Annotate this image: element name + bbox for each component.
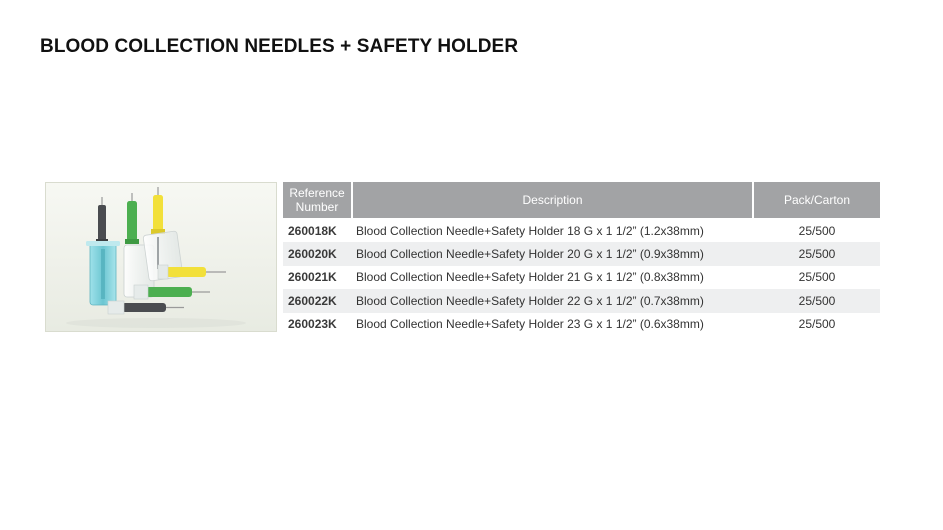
reference-number: 260022K (283, 289, 351, 312)
header-reference-number: Reference Number (283, 182, 351, 218)
product-photo (45, 182, 277, 332)
pack-carton: 25/500 (754, 313, 880, 336)
description: Blood Collection Needle+Safety Holder 23 G x 1 1/2” (0.6x38mm) (351, 313, 754, 336)
header-pack-carton: Pack/Carton (754, 182, 880, 218)
reference-number: 260018K (283, 218, 351, 242)
pack-carton: 25/500 (754, 266, 880, 289)
description: Blood Collection Needle+Safety Holder 21 G x 1 1/2” (0.8x38mm) (351, 266, 754, 289)
description: Blood Collection Needle+Safety Holder 22 G x 1 1/2” (0.7x38mm) (351, 289, 754, 312)
table-row (283, 218, 880, 242)
blue-holder-icon (86, 241, 120, 305)
reference-number: 260021K (283, 266, 351, 289)
product-table (283, 182, 880, 336)
reference-number: 260020K (283, 242, 351, 265)
table-row (283, 266, 880, 289)
pack-carton: 25/500 (754, 289, 880, 312)
table-row (283, 289, 880, 312)
description: Blood Collection Needle+Safety Holder 20 G x 1 1/2” (0.9x38mm) (351, 242, 754, 265)
table-header-row (283, 182, 880, 218)
description: Blood Collection Needle+Safety Holder 18 G x 1 1/2” (1.2x38mm) (351, 218, 754, 242)
table-row (283, 242, 880, 265)
pack-carton: 25/500 (754, 242, 880, 265)
pack-carton: 25/500 (754, 218, 880, 242)
page-title: BLOOD COLLECTION NEEDLES + SAFETY HOLDER (40, 36, 519, 57)
table-row (283, 313, 880, 336)
reference-number: 260023K (283, 313, 351, 336)
header-description: Description (351, 182, 754, 218)
